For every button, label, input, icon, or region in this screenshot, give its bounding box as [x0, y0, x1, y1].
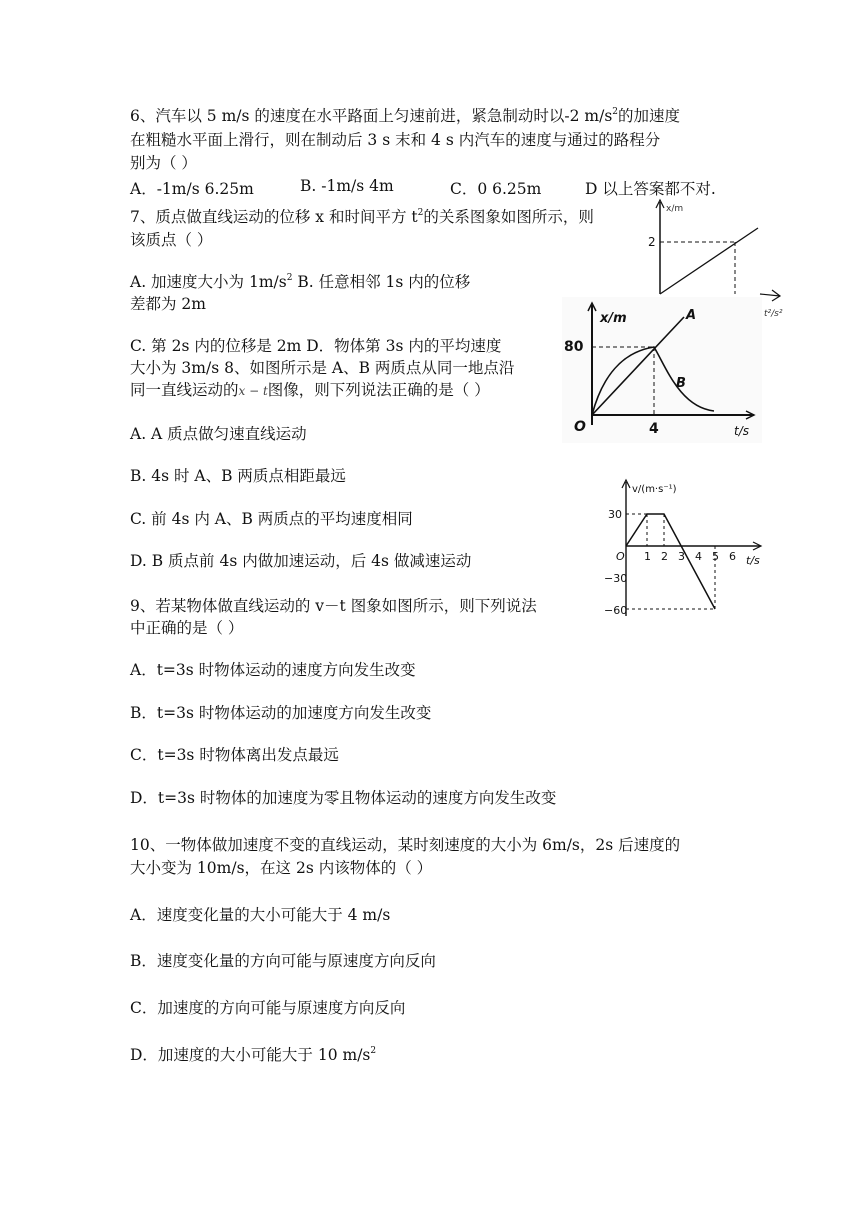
- q7-option-a: A. 加速度大小为 $1m/s^2$: [130, 273, 293, 291]
- q7-graph-y-label: x/m: [666, 204, 684, 214]
- q7-graph-line: [660, 228, 758, 294]
- q8-graph-x-tick: 4: [649, 421, 659, 437]
- q6-option-b: B. -1m/s 4m: [300, 177, 394, 195]
- q7-option-c: C. 第 2s 内的位移是 2m: [130, 337, 302, 355]
- q8-option-a: A. A 质点做匀速直线运动: [130, 425, 307, 443]
- q8-option-c: C. 前 4s 内 A、B 两质点的平均速度相同: [130, 510, 413, 528]
- q8-graph-x-label: t/s: [734, 424, 749, 438]
- q7-line-5: [130, 336, 501, 356]
- q7-line-1: 7、质点做直线运动的位移 x 和时间平方 $t^2$的关系图象如图所示，则: [130, 208, 594, 226]
- q10-line-1: 10、一物体做加速度不变的直线运动，某时刻速度的大小为 6m/s，2s 后速度的: [130, 836, 681, 854]
- q6-line-2: 在粗糙水平面上滑行，则在制动后 3 s 末和 4 s 内汽车的速度与通过的路程分: [130, 131, 661, 149]
- q9-graph-x-tick-3: 3: [678, 550, 685, 563]
- q10-line-2: 大小变为 10m/s，在这 2s 内该物体的（ ）: [130, 859, 433, 877]
- q7-option-d-cont: 大小为 3m/s: [130, 359, 220, 377]
- q7-line-6: [130, 358, 514, 378]
- q8-line-2: 同一直线运动的x − t图像，则下列说法正确的是（ ）: [130, 381, 490, 399]
- q9-graph-y-tick-neg30: −30: [604, 572, 628, 585]
- q9-graph-x-tick-4: 4: [695, 550, 702, 563]
- q7-line-3: [130, 272, 470, 292]
- q9-line-1: 9、若某物体做直线运动的 v－t 图象如图所示，则下列说法: [130, 597, 537, 615]
- q8-option-b: B. 4s 时 A、B 两质点相距最远: [130, 467, 346, 485]
- q9-option-b: B．t=3s 时物体运动的加速度方向发生改变: [130, 704, 432, 722]
- q8-graph-y-label: x/m: [600, 311, 627, 326]
- q9-option-c: C．t=3s 时物体离出发点最远: [130, 746, 339, 764]
- q6-option-c: C．0 6.25m: [450, 180, 542, 198]
- q9-line-2: 中正确的是（ ）: [130, 619, 244, 637]
- q6-line-1: 6、汽车以 5 m/s 的速度在水平路面上匀速前进，紧急制动时以-2 $m/s^2$的加速度: [130, 107, 681, 125]
- q10-option-b: B．速度变化量的方向可能与原速度方向反向: [130, 952, 436, 970]
- q7-line-4: 差都为 2m: [130, 295, 206, 313]
- q9-graph-y-label: v/(m·s⁻¹): [632, 484, 677, 495]
- q8-xt-symbol: x − t: [238, 384, 268, 398]
- q8-option-d: D. B 质点前 4s 内做加速运动，后 4s 做减速运动: [130, 552, 472, 570]
- q10-option-c: C．加速度的方向可能与原速度方向反向: [130, 999, 406, 1017]
- q7-graph-x-label: t²/s²: [764, 309, 783, 319]
- q7-line-2: 该质点（ ）: [130, 231, 213, 249]
- q8-graph-origin: O: [574, 419, 586, 435]
- q7-graph-y-tick: 2: [648, 235, 656, 249]
- q6-option-d: D 以上答案都不对.: [585, 180, 716, 198]
- q6-line-3: 别为（ ）: [130, 154, 197, 172]
- q7-option-b: B. 任意相邻 1s 内的位移: [292, 273, 471, 291]
- q8-graph-label-b: B: [676, 376, 686, 391]
- q9-graph-x-tick-5: 5: [712, 550, 719, 563]
- q9-graph-origin: O: [616, 550, 625, 563]
- q9-option-a: A．t=3s 时物体运动的速度方向发生改变: [130, 661, 416, 679]
- q9-graph-y-tick-neg60: −60: [604, 604, 628, 617]
- q9-graph-x-tick-1: 1: [644, 550, 651, 563]
- q9-graph-x-tick-6: 6: [729, 550, 736, 563]
- q9-graph: [602, 476, 767, 624]
- q10-option-d: D．加速度的大小可能大于 10 $m/s^2$: [130, 1046, 377, 1064]
- q7-option-d: D．物体第 3s 内的平均速度: [301, 337, 502, 355]
- q8-graph: [562, 297, 762, 443]
- q10-option-a: A．速度变化量的大小可能大于 4 m/s: [130, 906, 391, 924]
- q8-graph-y-tick: 80: [564, 339, 584, 355]
- q8-graph-label-a: A: [686, 308, 697, 323]
- q9-graph-x-label: t/s: [746, 554, 760, 567]
- q9-graph-x-tick-2: 2: [661, 550, 668, 563]
- q6-option-a: A．-1m/s 6.25m: [130, 180, 254, 198]
- q8-line-1: 8、如图所示是 A、B 两质点从同一地点沿: [219, 359, 515, 377]
- q9-option-d: D．t=3s 时物体的加速度为零且物体运动的速度方向发生改变: [130, 789, 557, 807]
- q9-graph-y-tick-30: 30: [608, 508, 622, 521]
